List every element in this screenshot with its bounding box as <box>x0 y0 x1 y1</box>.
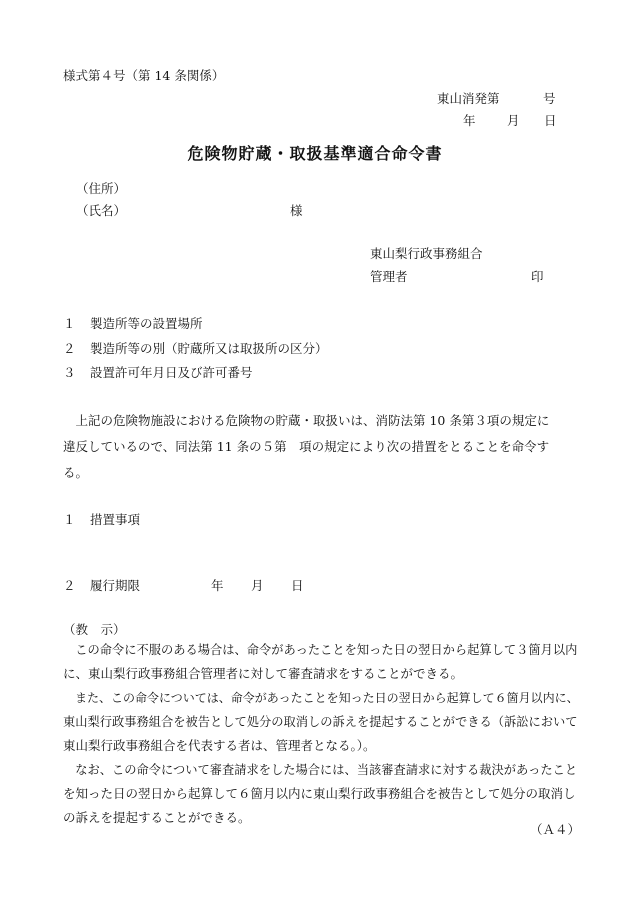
item-2-number: ２ <box>63 341 76 356</box>
instruction-line: を知った日の翌日から起算して６箇月以内に東山梨行政事務組合を被告として処分の取消し <box>63 786 576 801</box>
issuer-organization: 東山梨行政事務組合 <box>370 246 483 261</box>
recipient-honorific: 様 <box>290 203 303 218</box>
instruction-text <box>63 638 585 830</box>
order-body-line: 上記の危険物施設における危険物の貯蔵・取扱いは、消防法第 10 条第３項の規定に <box>63 413 550 428</box>
order-body-line: 違反しているので、同法第 11 条の５第 項の規定により次の措置をとることを命令す <box>63 439 550 454</box>
instruction-line: 東山梨行政事務組合を代表する者は、管理者となる。）。 <box>63 738 376 753</box>
deadline-month: 月 <box>251 578 264 593</box>
deadline-day: 日 <box>291 578 304 593</box>
issuer-manager-label: 管理者 <box>370 269 408 284</box>
item-3-text: 設置許可年月日及び許可番号 <box>90 365 253 380</box>
instruction-line: に、東山梨行政事務組合管理者に対して審査請求をすることができる。 <box>63 666 464 681</box>
issue-date-month: 月 <box>507 113 520 128</box>
instruction-line: また、この命令については、命令があったことを知った日の翌日から起算して６箇月以内に、 <box>63 691 579 705</box>
instruction-line: 東山梨行政事務組合を被告として処分の取消しの訴えを提起することができる（訴訟において <box>63 715 578 729</box>
deadline-number: ２ <box>63 578 76 593</box>
deadline-label: 履行期限 <box>90 578 141 593</box>
seal-mark: 印 <box>531 269 544 284</box>
document-number-suffix: 号 <box>543 91 556 106</box>
recipient-name-label: （氏名） <box>76 203 127 218</box>
item-1-text: 製造所等の設置場所 <box>90 316 203 331</box>
measures-number: １ <box>63 512 76 527</box>
instruction-line: この命令に不服のある場合は、命令があったことを知った日の翌日から起算して３箇月以内 <box>63 643 578 657</box>
issue-date-year: 年 <box>463 113 476 128</box>
issue-date-day: 日 <box>544 113 557 128</box>
item-3-number: ３ <box>63 365 76 380</box>
instruction-heading: （教 示） <box>63 622 126 637</box>
order-body-line: る。 <box>63 465 89 480</box>
measures-label: 措置事項 <box>90 512 141 527</box>
item-2-text: 製造所等の別（貯蔵所又は取扱所の区分） <box>90 341 328 356</box>
item-1-number: １ <box>63 316 76 331</box>
paper-size-label: （Ａ４） <box>530 822 581 837</box>
form-number: 様式第４号（第 14 条関係） <box>63 68 225 83</box>
document-number-prefix: 東山消発第 <box>437 91 500 106</box>
instruction-line: の訴えを提起することができる。 <box>63 810 251 825</box>
instruction-line: なお、この命令について審査請求をした場合には、当該審査請求に対する裁決があったこと <box>63 763 578 777</box>
deadline-year: 年 <box>211 578 224 593</box>
order-body <box>63 408 585 486</box>
document-title: 危険物貯蔵・取扱基準適合命令書 <box>187 144 443 163</box>
recipient-address-label: （住所） <box>76 181 127 196</box>
